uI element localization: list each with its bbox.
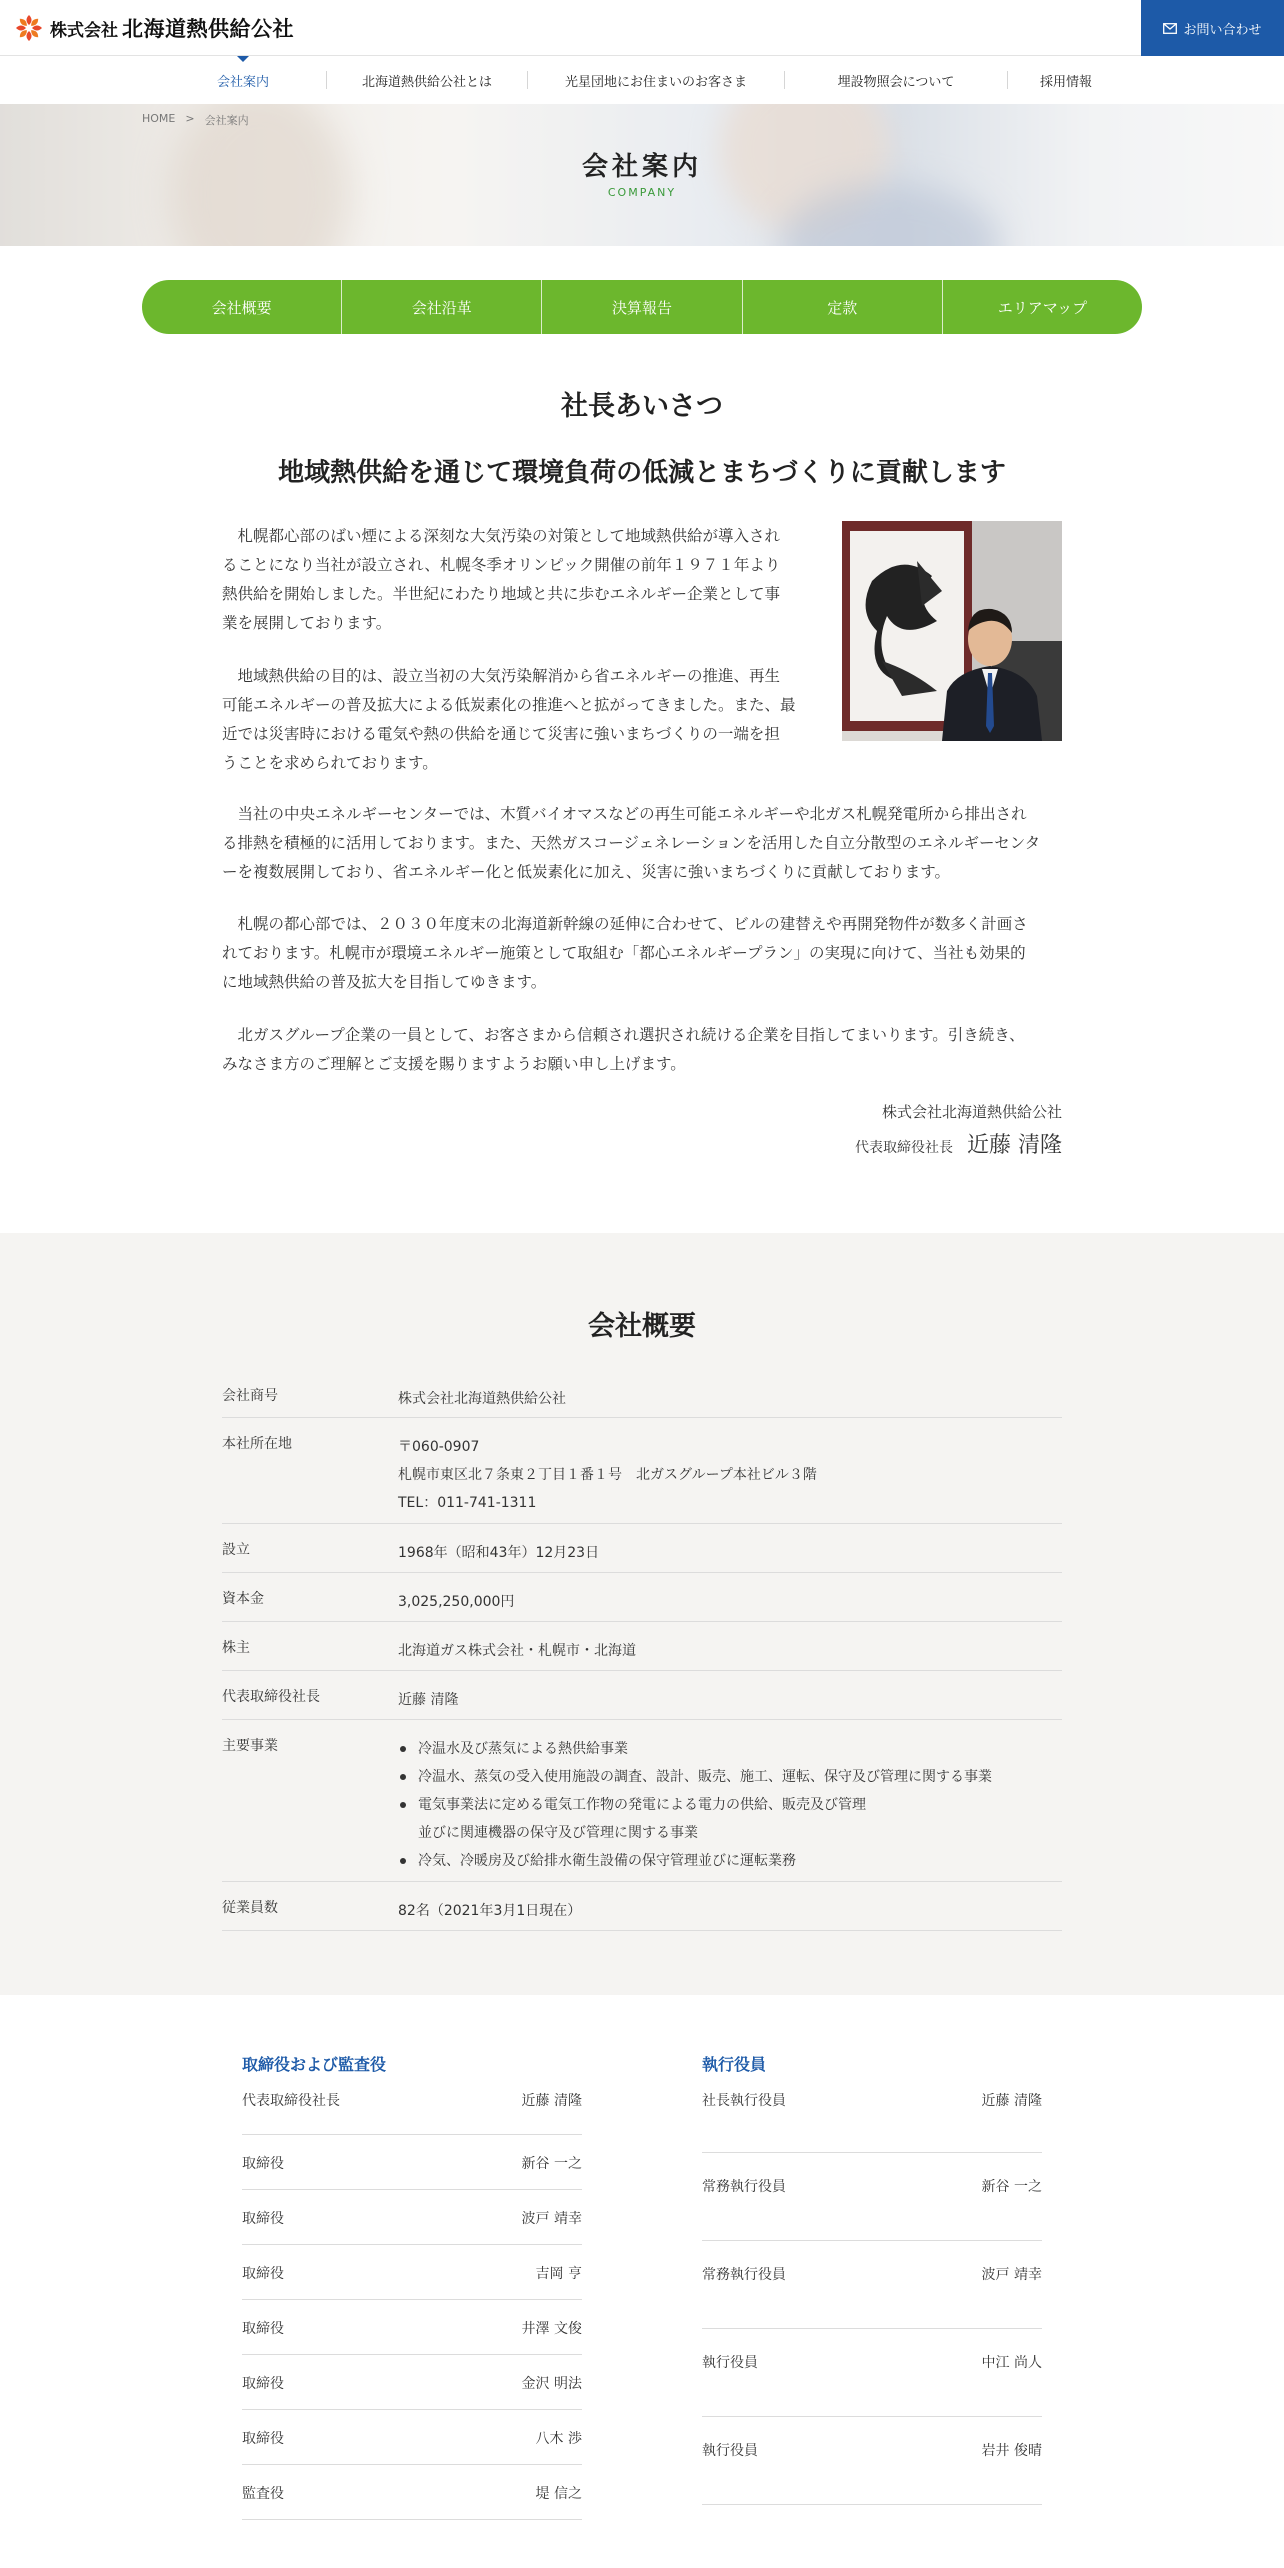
active-indicator xyxy=(237,56,249,62)
nav-item-recruit[interactable] xyxy=(1008,57,1124,103)
greeting-paragraph-4 xyxy=(222,910,1062,997)
text-line: 業を展開しております。 xyxy=(222,614,392,632)
officer-role: 代表取締役社長 xyxy=(242,2093,340,2109)
officer-name: 近藤 清隆 xyxy=(521,2093,582,2109)
officer-row xyxy=(242,2300,582,2355)
row-label: 会社商号 xyxy=(222,1388,278,1404)
address-zip: 〒060-0907 xyxy=(398,1439,480,1455)
officer-name: 八木 渉 xyxy=(535,2431,582,2447)
officer-role: 取締役 xyxy=(242,2156,284,2172)
page-title: 会社案内 xyxy=(581,152,702,182)
list-item-text: 並びに関連機器の保守及び管理に関する事業 xyxy=(418,1825,698,1841)
page-subtitle: COMPANY xyxy=(607,186,677,199)
row-label: 株主 xyxy=(222,1640,250,1656)
row-label: 設立 xyxy=(222,1542,250,1558)
nav-item-kosei[interactable] xyxy=(528,57,784,103)
tab-area-map[interactable]: エリアマップ xyxy=(942,280,1142,334)
officer-row xyxy=(702,2080,1042,2153)
row-value: 近藤 清隆 xyxy=(398,1692,459,1708)
signature-company: 株式会社北海道熱供給公社 xyxy=(881,1103,1062,1121)
nav-label: 会社案内 xyxy=(216,74,269,90)
officer-row xyxy=(242,2465,582,2520)
officer-role: 取締役 xyxy=(242,2431,284,2447)
global-nav xyxy=(0,57,1284,103)
row-value xyxy=(398,1418,1062,1523)
list-item-text: 冷温水、蒸気の受入使用施設の調査、設計、販売、施工、運転、保守及び管理に関する事業 xyxy=(418,1769,992,1785)
officer-role: 取締役 xyxy=(242,2211,284,2227)
site-logo[interactable] xyxy=(14,12,294,44)
nav-label: 光星団地にお住まいのお客さま xyxy=(564,74,747,90)
text-line: 当社の中央エネルギーセンターでは、木質バイオマスなどの再生可能エネルギーや北ガス札幌発電所から排出され xyxy=(237,805,1027,823)
officer-name: 岩井 俊晴 xyxy=(981,2443,1042,2459)
officer-name: 金沢 明法 xyxy=(521,2376,582,2392)
officer-role: 常務執行役員 xyxy=(702,2267,786,2283)
list-item-text: 冷気、冷暖房及び給排水衛生設備の保守管理並びに運転業務 xyxy=(418,1853,796,1869)
address-line: 札幌市東区北７条東２丁目１番１号 北ガスグループ本社ビル３階 xyxy=(398,1467,817,1483)
officer-name: 新谷 一之 xyxy=(521,2156,582,2172)
list-item xyxy=(398,1735,1062,1763)
greeting-heading: 社長あいさつ xyxy=(561,391,723,422)
officer-name: 新谷 一之 xyxy=(981,2179,1042,2195)
officer-row xyxy=(242,2355,582,2410)
greeting-paragraph-3 xyxy=(222,800,1062,887)
nav-label: 北海道熱供給公社とは xyxy=(361,74,492,90)
officer-role: 取締役 xyxy=(242,2266,284,2282)
row-value xyxy=(398,1720,1062,1881)
bullet-icon xyxy=(400,1802,406,1808)
officer-role: 監査役 xyxy=(242,2486,284,2502)
table-row xyxy=(222,1622,1062,1671)
officer-row xyxy=(702,2241,1042,2329)
board-heading: 取締役および監査役 xyxy=(242,2055,387,2074)
bullet-icon xyxy=(400,1774,406,1780)
text-line: 札幌の都心部では、２０３０年度末の北海道新幹線の延伸に合わせて、ビルの建替えや再開発物件が数多く計画さ xyxy=(237,915,1028,933)
text-line: 地域熱供給の目的は、設立当初の大気汚染解消から省エネルギーの推進、再生 xyxy=(237,667,781,685)
list-item-text: 電気事業法に定める電気工作物の発電による電力の供給、販売及び管理 xyxy=(418,1797,866,1813)
table-row xyxy=(222,1720,1062,1882)
bullet-icon xyxy=(400,1746,406,1752)
logo-corp-text: 株式会社 xyxy=(50,20,118,41)
officer-name: 中江 尚人 xyxy=(981,2355,1042,2371)
officer-name: 波戸 靖幸 xyxy=(981,2267,1042,2283)
officer-row xyxy=(242,2135,582,2190)
text-line: 札幌都心部のばい煙による深刻な大気汚染の対策として地域熱供給が導入され xyxy=(237,527,781,545)
breadcrumb-current: 会社案内 xyxy=(204,114,249,127)
text-line: うことを求められております。 xyxy=(222,754,438,772)
row-value: 3,025,250,000円 xyxy=(398,1594,515,1610)
nav-item-buried[interactable] xyxy=(785,57,1007,103)
board-list xyxy=(242,2052,582,2520)
text-line: 北ガスグループ企業の一員として、お客さまから信頼され選択され続ける企業を目指してまいります。引き続き、 xyxy=(237,1026,1025,1044)
executive-list xyxy=(702,2052,1042,2505)
signature-name: 近藤 清隆 xyxy=(967,1133,1062,1158)
address-tel[interactable]: TEL：011-741-1311 xyxy=(398,1495,537,1511)
tab-articles[interactable]: 定款 xyxy=(742,280,942,334)
list-item xyxy=(398,1763,1062,1791)
breadcrumb-home[interactable]: HOME xyxy=(142,112,176,125)
bullet-icon xyxy=(400,1858,406,1864)
tab-financial[interactable]: 決算報告 xyxy=(541,280,741,334)
text-line: 近では災害時における電気や熱の供給を通じて災害に強いまちづくりの一端を担 xyxy=(222,725,780,743)
officer-role: 執行役員 xyxy=(702,2443,758,2459)
officer-row xyxy=(702,2417,1042,2505)
table-row xyxy=(222,1418,1062,1524)
list-item-text: 冷温水及び蒸気による熱供給事業 xyxy=(418,1741,628,1757)
text-line: 可能エネルギーの普及拡大による低炭素化の推進へと拡がってきました。また、最 xyxy=(222,696,796,714)
officer-row xyxy=(242,2080,582,2135)
text-line: ることになり当社が設立され、札幌冬季オリンピック開催の前年１９７１年より xyxy=(222,556,781,574)
officer-row xyxy=(242,2410,582,2465)
president-photo-illustration xyxy=(842,521,1062,741)
officer-name: 波戸 靖幸 xyxy=(521,2211,582,2227)
executive-heading: 執行役員 xyxy=(702,2055,767,2074)
breadcrumb-separator: > xyxy=(185,112,195,125)
president-photo xyxy=(842,521,1062,741)
greeting-paragraph-5 xyxy=(222,1021,1062,1079)
text-line: ーを複数展開しており、省エネルギー化と低炭素化に加え、災害に強いまちづくりに貢献しております。 xyxy=(222,863,951,881)
greeting-paragraph-2 xyxy=(222,662,812,778)
officer-role: 執行役員 xyxy=(702,2355,758,2371)
text-line: みなさま方のご理解とご支援を賜りますようお願い申し上げます。 xyxy=(222,1055,686,1073)
text-line: に地域熱供給の普及拡大を目指してゆきます。 xyxy=(222,973,547,991)
hero-banner xyxy=(0,104,1284,246)
nav-label: 埋設物照会について xyxy=(837,74,955,90)
row-label: 本社所在地 xyxy=(222,1436,292,1452)
officer-row xyxy=(242,2190,582,2245)
tab-overview[interactable]: 会社概要 xyxy=(211,298,272,317)
officer-row xyxy=(702,2153,1042,2241)
tab-history[interactable]: 会社沿革 xyxy=(341,280,541,334)
overview-heading: 会社概要 xyxy=(588,1311,696,1342)
row-value: 82名（2021年3月1日現在） xyxy=(398,1903,582,1919)
breadcrumb xyxy=(142,112,249,128)
row-label: 代表取締役社長 xyxy=(222,1689,320,1705)
section-tabs xyxy=(142,280,1142,334)
officer-name: 井澤 文俊 xyxy=(521,2321,582,2337)
row-label: 主要事業 xyxy=(222,1738,278,1754)
contact-label: お問い合わせ xyxy=(1183,22,1262,38)
mail-icon xyxy=(1163,23,1177,34)
table-row xyxy=(222,1882,1062,1931)
officer-name: 堤 信之 xyxy=(535,2486,582,2502)
row-label: 資本金 xyxy=(222,1591,264,1607)
officer-row xyxy=(242,2245,582,2300)
signature-president xyxy=(855,1128,1062,1159)
officer-role: 取締役 xyxy=(242,2321,284,2337)
officer-name: 吉岡 亨 xyxy=(535,2266,582,2282)
table-row xyxy=(222,1524,1062,1573)
signature-position: 代表取締役社長 xyxy=(855,1140,953,1156)
logo-flame-icon xyxy=(14,13,44,43)
list-item xyxy=(398,1847,1062,1875)
officer-role: 社長執行役員 xyxy=(702,2093,786,2109)
table-row xyxy=(222,1573,1062,1622)
text-line: れております。札幌市が環境エネルギー施策として取組む「都心エネルギープラン」の実現に向けて、当社も効果的 xyxy=(222,944,1026,962)
logo-name-text: 北海道熱供給公社 xyxy=(122,17,294,41)
business-list xyxy=(398,1735,1062,1875)
table-row xyxy=(222,1370,1062,1418)
nav-label: 採用情報 xyxy=(1039,74,1092,90)
nav-item-about[interactable] xyxy=(327,57,527,103)
greeting-paragraph-1 xyxy=(222,522,812,638)
text-line: る排熱を積極的に活用しております。また、天然ガスコージェネレーションを活用した自立分散型のエネルギーセンタ xyxy=(222,834,1041,852)
row-value: 北海道ガス株式会社・札幌市・北海道 xyxy=(398,1643,636,1659)
officer-name: 近藤 清隆 xyxy=(981,2093,1042,2109)
table-row xyxy=(222,1671,1062,1720)
list-item xyxy=(398,1791,1062,1847)
row-value: 株式会社北海道熱供給公社 xyxy=(398,1391,566,1407)
overview-table xyxy=(222,1370,1062,1931)
row-label: 従業員数 xyxy=(222,1900,278,1916)
nav-item-company[interactable] xyxy=(160,57,326,103)
text-line: 熱供給を開始しました。半世紀にわたり地域と共に歩むエネルギー企業として事 xyxy=(222,585,781,603)
contact-button[interactable] xyxy=(1141,0,1284,56)
officer-row xyxy=(702,2329,1042,2417)
site-header xyxy=(0,0,1284,56)
row-value: 1968年（昭和43年）12月23日 xyxy=(398,1545,600,1561)
officer-role: 取締役 xyxy=(242,2376,284,2392)
officer-role: 常務執行役員 xyxy=(702,2179,786,2195)
greeting-catchphrase: 地域熱供給を通じて環境負荷の低減とまちづくりに貢献します xyxy=(278,458,1006,488)
